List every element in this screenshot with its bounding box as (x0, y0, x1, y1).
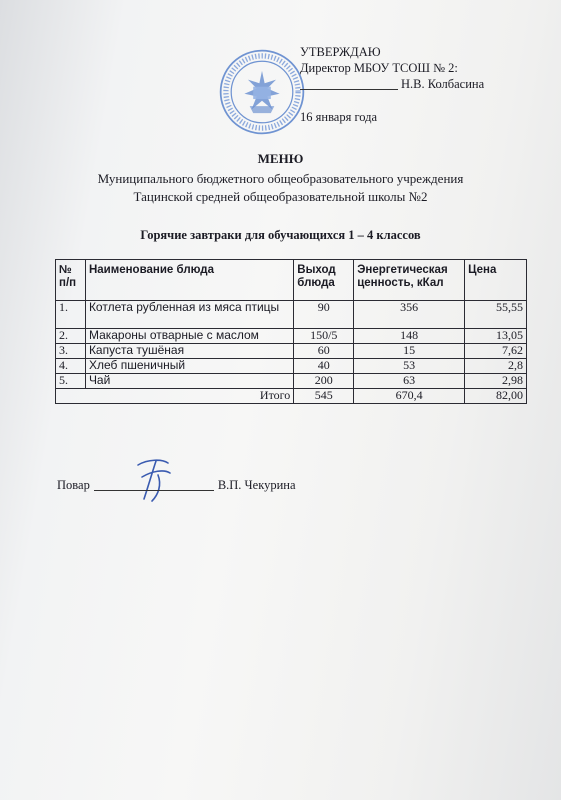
cell-energy: 15 (354, 344, 465, 359)
meal-heading: Горячие завтраки для обучающихся 1 – 4 классов (140, 228, 421, 242)
cell-price: 55,55 (465, 301, 527, 329)
cell-number: 3. (56, 344, 86, 359)
total-price: 82,00 (465, 389, 527, 404)
cook-role: Повар (57, 478, 90, 492)
cell-yield: 60 (294, 344, 354, 359)
header-yield: Выход блюда (294, 260, 354, 301)
header-price: Цена (465, 260, 527, 301)
cell-price: 2,8 (465, 359, 527, 374)
menu-table (55, 259, 527, 404)
cell-energy: 356 (354, 301, 465, 329)
cell-dish-name: Котлета рубленная из мяса птицы (85, 301, 293, 329)
org-line-2: Тацинской средней общеобразовательной школы №2 (133, 189, 428, 204)
header-energy: Энергетическая ценность, кКал (354, 260, 465, 301)
cell-yield: 200 (294, 374, 354, 389)
approval-title: УТВЕРЖДАЮ (300, 45, 381, 59)
table-row (56, 374, 527, 389)
total-energy: 670,4 (354, 389, 465, 404)
document-title: МЕНЮ (257, 151, 304, 166)
header-number: № п/п (56, 260, 86, 301)
total-label: Итого (56, 389, 294, 404)
official-seal (218, 48, 306, 136)
org-line-1: Муниципального бюджетного общеобразовательного учреждения (97, 171, 464, 186)
cook-name: В.П. Чекурина (217, 478, 296, 492)
cell-dish-name: Макароны отварные с маслом (85, 329, 293, 344)
approval-date: 16 января года (300, 110, 378, 124)
cell-energy: 148 (354, 329, 465, 344)
approval-position: Директор МБОУ ТСОШ № 2: (300, 61, 458, 75)
cook-line (57, 478, 296, 493)
cell-yield: 90 (294, 301, 354, 329)
cook-signature-underline (94, 490, 214, 491)
cell-price: 2,98 (465, 374, 527, 389)
cell-number: 5. (56, 374, 86, 389)
approval-name: Н.В. Колбасина (401, 77, 485, 91)
cell-yield: 40 (294, 359, 354, 374)
cell-price: 7,62 (465, 344, 527, 359)
approval-signature-line (300, 76, 484, 92)
table-header-row (56, 260, 527, 301)
header-dish-name: Наименование блюда (85, 260, 293, 301)
cell-number: 2. (56, 329, 86, 344)
cell-dish-name: Чай (85, 374, 293, 389)
table-row (56, 359, 527, 374)
cell-price: 13,05 (465, 329, 527, 344)
cell-energy: 63 (354, 374, 465, 389)
cell-number: 4. (56, 359, 86, 374)
total-yield: 545 (294, 389, 354, 404)
table-row (56, 329, 527, 344)
signature-underline (300, 89, 398, 90)
cell-dish-name: Хлеб пшеничный (85, 359, 293, 374)
cell-number: 1. (56, 301, 86, 329)
cell-energy: 53 (354, 359, 465, 374)
table-row (56, 344, 527, 359)
total-row (56, 389, 527, 404)
table-row (56, 301, 527, 329)
cell-yield: 150/5 (294, 329, 354, 344)
cell-dish-name: Капуста тушёная (85, 344, 293, 359)
